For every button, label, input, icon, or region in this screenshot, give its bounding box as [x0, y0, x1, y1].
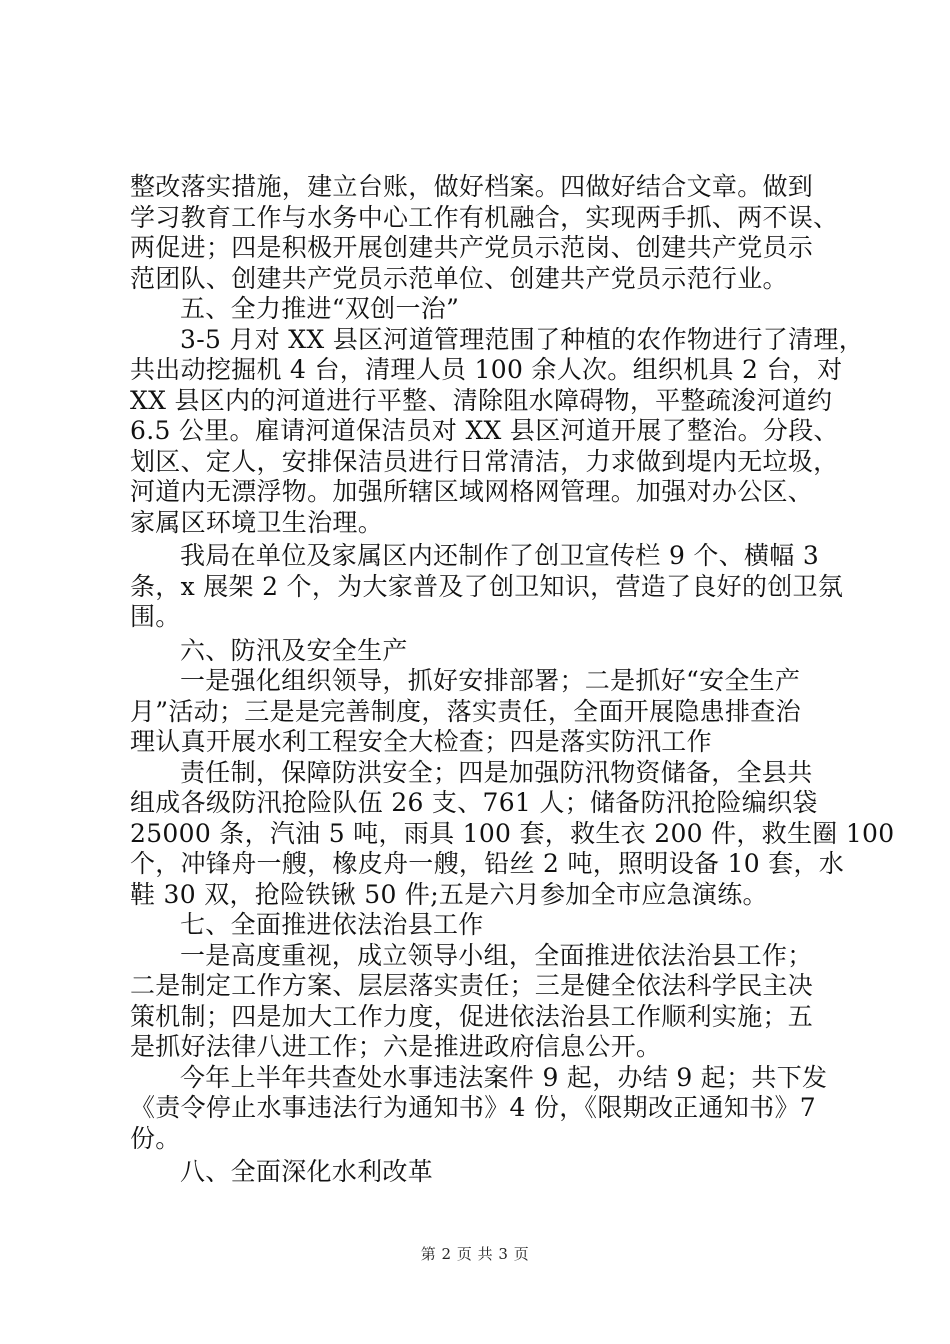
text-line: 是抓好法律八进工作；六是推进政府信息公开。	[130, 1032, 662, 1061]
section-heading: 六、防汛及安全生产	[180, 635, 408, 665]
text-line: 家属区环境卫生治理。	[130, 507, 384, 537]
text-line: 《责令停止水事违法行为通知书》4 份，《限期改正通知书》7	[130, 1093, 816, 1122]
text-line: 组成各级防汛抢险队伍 26 支、761 人；储备防汛抢险编织袋	[130, 788, 818, 817]
text-line: 3-5 月对 XX 县区河道管理范围了种植的农作物进行了清理，	[180, 324, 864, 354]
text-line: 学习教育工作与水务中心工作有机融合，实现两手抓、两不误、	[130, 202, 839, 232]
text-line: 两促进；四是积极开展创建共产党员示范岗、创建共产党员示	[130, 233, 814, 262]
text-line: 共出动挖掘机 4 台，清理人员 100 余人次。组织机具 2 台，对	[130, 355, 843, 384]
text-line: 个，冲锋舟一艘，橡皮舟一艘，铅丝 2 吨，照明设备 10 套，水	[130, 849, 845, 878]
section-heading: 八、全面深化水利改革	[180, 1157, 434, 1186]
text-line: 份。	[130, 1123, 181, 1153]
text-line: 一是高度重视，成立领导小组，全面推进依法治县工作；	[180, 940, 813, 970]
text-line: 今年上半年共查处水事违法案件 9 起，办结 9 起；共下发	[180, 1062, 828, 1092]
text-line: 一是强化组织领导，抓好安排部署；二是抓好“安全生产	[180, 666, 801, 695]
text-line: 责任制，保障防洪安全；四是加强防汛物资储备，全县共	[180, 757, 813, 787]
text-line: 月”活动；三是是完善制度，落实责任，全面开展隐患排查治	[130, 696, 801, 726]
text-line: 鞋 30 双，抢险铁锹 50 件;五是六月参加全市应急演练。	[130, 879, 768, 909]
section-heading: 七、全面推进依法治县工作	[180, 910, 484, 939]
section-heading: 五、全力推进“双创一治”	[180, 294, 460, 323]
text-line: 河道内无漂浮物。加强所辖区域网格网管理。加强对办公区、	[130, 477, 814, 506]
text-line: 二是制定工作方案、层层落实责任；三是健全依法科学民主决	[130, 971, 814, 1000]
text-line: 划区、定人，安排保洁员进行日常清洁，力求做到堤内无垃圾，	[130, 446, 839, 476]
text-line: 围。	[130, 602, 181, 631]
text-line: 我局在单位及家属区内还制作了创卫宣传栏 9 个、横幅 3	[180, 541, 820, 570]
text-line: 整改落实措施，建立台账，做好档案。四做好结合文章。做到	[130, 172, 814, 201]
text-line: 策机制；四是加大工作力度，促进依法治县工作顺利实施；五	[130, 1001, 814, 1031]
text-line: 范团队、创建共产党员示范单位、创建共产党员示范行业。	[130, 263, 788, 293]
text-line: XX 县区内的河道进行平整、清除阻水障碍物，平整疏浚河道约	[130, 385, 833, 415]
text-line: 理认真开展水利工程安全大检查；四是落实防汛工作	[130, 727, 712, 756]
text-line: 6.5 公里。雇请河道保洁员对 XX 县区河道开展了整治。分段、	[130, 416, 839, 445]
page-footer: 第 2 页 共 3 页	[420, 1245, 530, 1263]
text-line: 25000 条，汽油 5 吨，雨具 100 套，救生衣 200 件，救生圈 100	[130, 818, 895, 848]
document-body	[130, 172, 895, 1188]
text-line: 条，x 展架 2 个，为大家普及了创卫知识，营造了良好的创卫氛	[130, 571, 844, 601]
